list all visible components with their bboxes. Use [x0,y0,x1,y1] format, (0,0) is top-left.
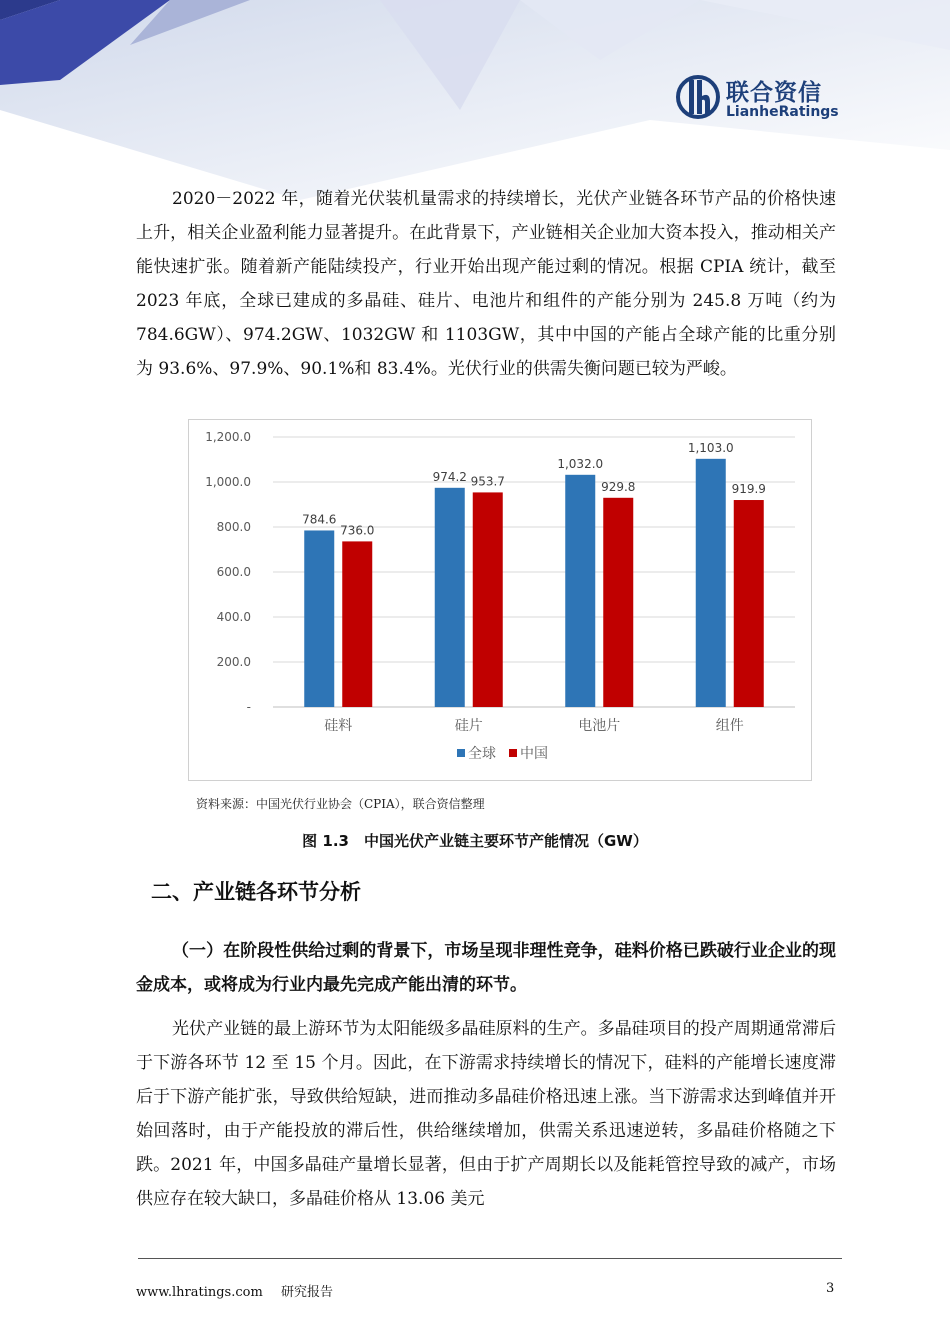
paragraph-2 [136,1012,836,1216]
data-label: 736.0 [340,523,375,538]
data-label: 953.7 [470,474,505,489]
y-tick-label: - [246,700,251,714]
bar [304,530,334,707]
logo-text-cn: 联合资信 [726,80,822,106]
paragraph-1 [136,182,836,386]
data-label: 1,103.0 [687,440,734,455]
y-tick-label: 600.0 [216,565,251,579]
x-tick-label: 组件 [715,718,744,734]
bar [342,541,372,707]
data-label: 974.2 [432,469,467,484]
paragraph-2-text: 光伏产业链的最上游环节为太阳能级多晶硅原料的生产。多晶硅项目的投产周期通常滞后于下游各环节 12 至 15 个月。因此，在下游需求持续增长的情况下，硅料的产能增长速度滞后于下游产能扩张，导致供给短缺，进而推动多晶硅价格迅速上涨。当下游需求达到峰值并开始回落时，由于产能投放的滞后性，供给继续增加，供需关系迅速逆转，多晶硅价格随之下跌。2021 年，中国多晶硅产量增长显著，但由于扩产周期长以及能耗管控导致的减产，市场供应存在较大缺口，多晶硅价格从 13.06 美元 [136,1019,836,1209]
y-tick-label: 1,000.0 [205,475,251,489]
subsection-title [136,934,836,1002]
y-tick-label: 800.0 [216,520,251,534]
footer-left [136,1281,347,1300]
x-tick-label: 硅片 [454,718,483,734]
legend-swatch [457,749,465,757]
logo-icon [676,72,720,122]
paragraph-1-text: 2020－2022 年，随着光伏装机量需求的持续增长，光伏产业链各环节产品的价格快速上升，相关企业盈利能力显著提升。在此背景下，产业链相关企业加大资本投入，推动相关产能快速扩张。随着新产能陆续投产，行业开始出现产能过剩的情况。根据 CPIA 统计，截至 2023 年底，全球已建成的多晶硅、硅片、电池片和组件的产能分别为 245.8 万吨（约为 784.6GW）、974.2GW、1032GW 和 1103GW，其中中国的产能占全球产能的比重分别为 93.6%、97.9%、90.1%和 83.4%。光伏行业的供需失衡问题已较为严峻。 [136,189,836,379]
chart-source: 资料来源：中国光伏行业协会（CPIA），联合资信整理 [196,797,485,811]
bar [473,492,503,707]
legend-label: 中国 [520,746,548,762]
x-tick-label: 硅料 [324,718,353,734]
footer-website[interactable]: www.lhratings.com [136,1285,263,1300]
footer-doc-type: 研究报告 [280,1285,333,1300]
legend-swatch [509,749,517,757]
bar [696,459,726,707]
legend-label: 全球 [468,746,496,762]
data-label: 784.6 [302,512,337,527]
bar [603,498,633,707]
data-label: 1,032.0 [557,456,604,471]
section-title: 二、产业链各环节分析 [151,880,361,904]
data-label: 929.8 [601,479,636,494]
y-tick-label: 1,200.0 [205,430,251,444]
bar [565,475,595,707]
y-tick-label: 200.0 [216,655,251,669]
lianhe-logo [676,72,846,128]
bar [734,500,764,707]
logo-text-en: LianheRatings [726,104,839,120]
chart-container [188,419,812,781]
y-tick-label: 400.0 [216,610,251,624]
x-tick-label: 电池片 [578,718,621,734]
figure-caption: 图 1.3 中国光伏产业链主要环节产能情况（GW） [302,832,648,850]
page-number: 3 [826,1281,835,1296]
subsection-title-text: （一）在阶段性供给过剩的背景下，市场呈现非理性竞争，硅料价格已跌破行业企业的现金成本，或将成为行业内最先完成产能出清的环节。 [136,941,836,995]
footer-divider [138,1258,842,1259]
data-label: 919.9 [731,482,766,497]
bar [435,488,465,707]
capacity-bar-chart [189,420,811,780]
